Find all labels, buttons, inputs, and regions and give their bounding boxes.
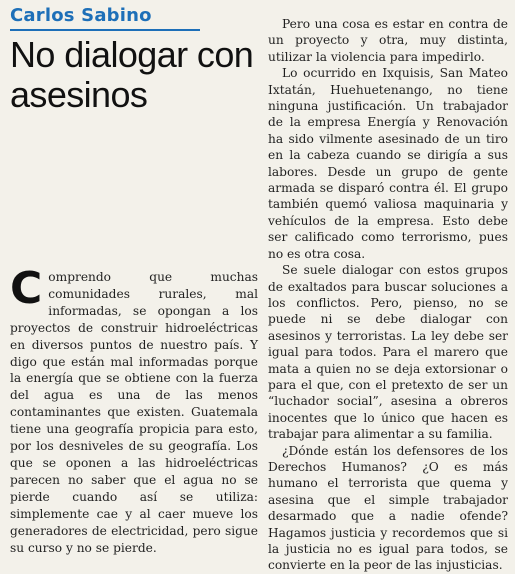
- article-paragraph-3: Lo ocurrido en Ixquisis, San Mateo Ixtatán, Huehuetenango, no tiene ninguna justificación. Un trabajador de la empresa Energía y Renovación ha sido vilmente asesinado de un tiro en la cabeza cuando se dirigía a sus labores. Desde un grupo de gente armada se disparó contra él. El grupo también quemó valiosa maquinaria y vehículos de la empresa. Esto debe ser calificado como terrorismo, pues no es otra cosa.: [268, 66, 508, 261]
- right-column: [268, 16, 508, 573]
- drop-cap: C: [10, 263, 43, 314]
- left-column: [10, 5, 258, 555]
- article-paragraph-4: Se suele dialogar con estos grupos de exaltados para buscar soluciones a los conflictos. Pero, pienso, no se puede ni se debe dialogar con asesinos y terroristas. La ley debe ser igual para todos. Para el marero que mata a quien no se deja extorsionar o para el que, con el pretexto de ser un “luchador social”, asesina a obreros inocentes que lo único que hacen es trabajar para alimentar a su familia.: [268, 263, 508, 442]
- left-body: [10, 263, 258, 556]
- author-byline: Carlos Sabino: [10, 6, 200, 31]
- paragraph-text: omprendo que muchas comunidades rurales, mal informadas, se opongan a los proyectos de construir hidroeléctricas en diversos puntos de nuestro país. Y digo que están mal informadas porque la energía que se obtiene con la fuerza del agua es una de las menos contaminantes que existen. Guatemala tiene una geografía propicia para esto, por los desniveles de su geografía. Los que se oponen a las hidroeléctricas parecen no saber que el agua no se pierde cuando así se utiliza: simplemente cae y al caer mueve los generadores de electricidad, pero sigue su curso y no se pierde.: [10, 270, 258, 555]
- article-headline: No dialogar con asesinos: [10, 34, 254, 115]
- article-paragraph-1: [10, 263, 258, 556]
- article-paragraph-2: Pero una cosa es estar en contra de un proyecto y otra, muy distinta, utilizar la violencia para impedirlo.: [268, 17, 508, 64]
- article-paragraph-5: ¿Dónde están los defensores de los Derechos Humanos? ¿O es más humano el terrorista que quema y asesina que el simple trabajador desarmado que a nadie ofende? Hagamos justicia y recordemos que si la justicia no es igual para todos, se convierte en la peor de las injusticias.: [268, 443, 508, 573]
